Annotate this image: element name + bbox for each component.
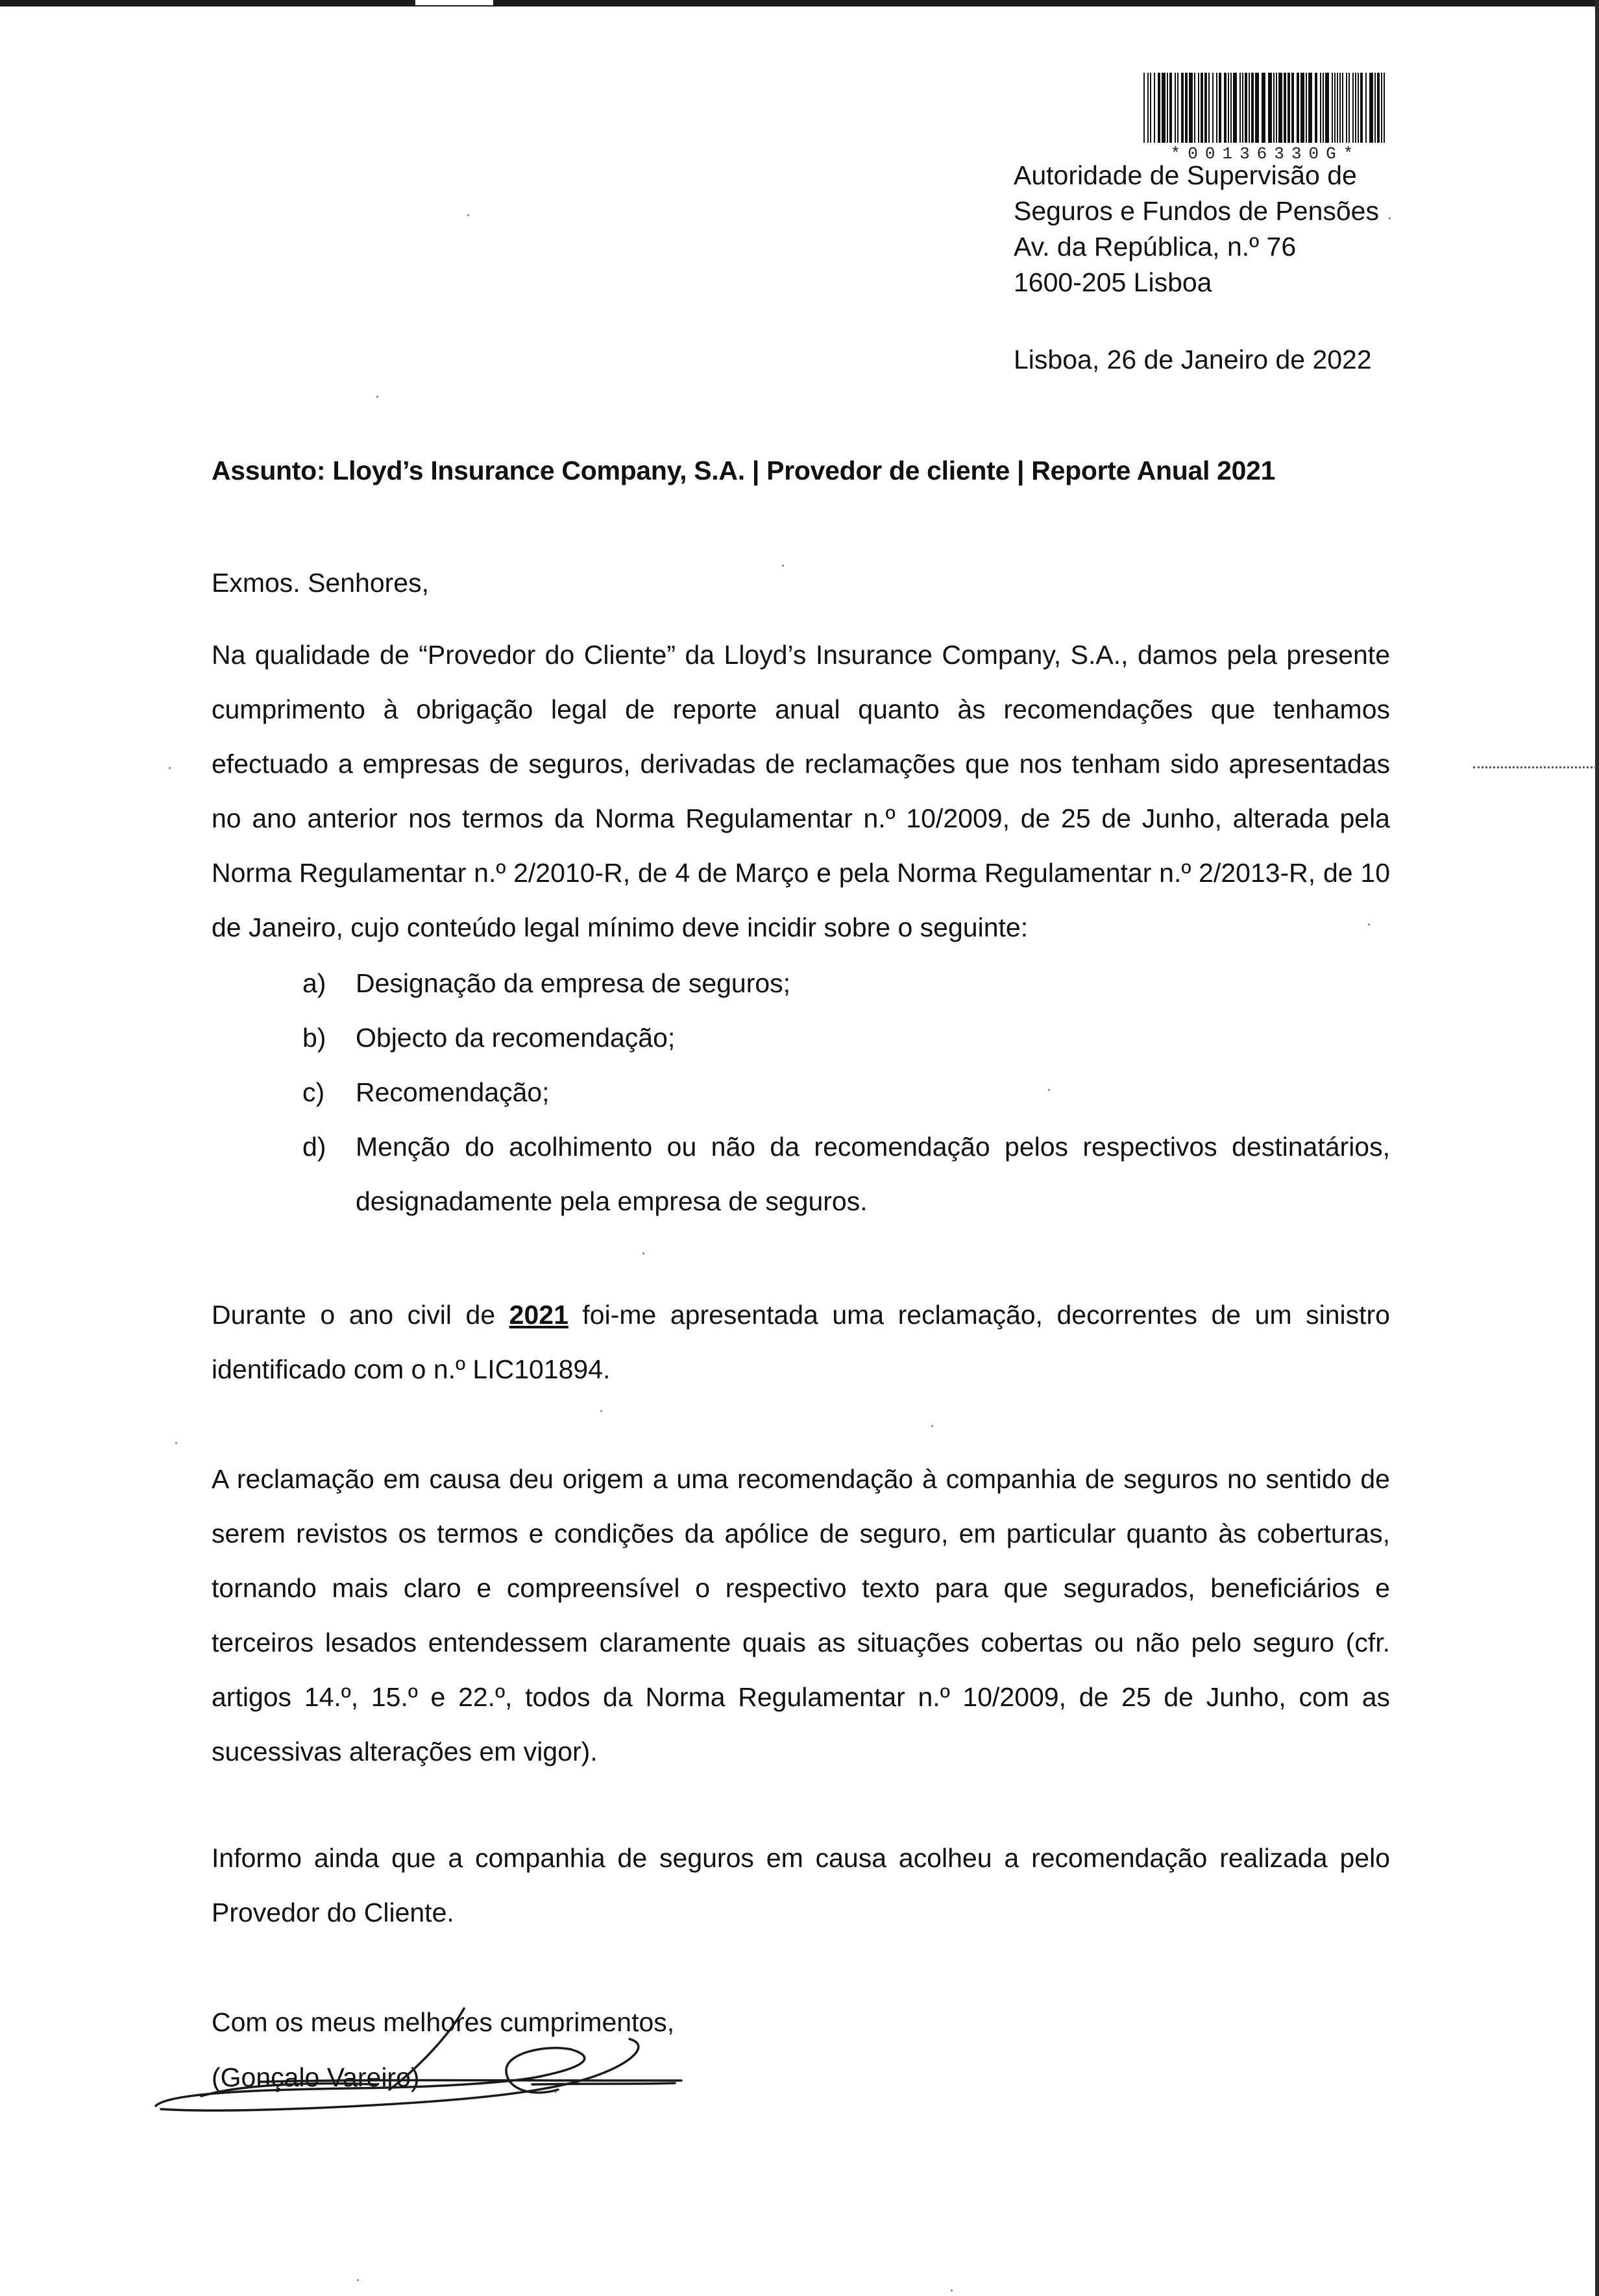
closing-line: Com os meus melhores cumprimentos, [212, 2007, 675, 2037]
scan-border-right [1595, 0, 1599, 2296]
scan-speck [782, 565, 784, 567]
scan-speck [376, 396, 378, 398]
scan-speck [169, 767, 171, 769]
list-item [302, 1065, 1390, 1119]
paragraph-recommendation: A reclamação em causa deu origem a uma recomendação à companhia de seguros no sentido de serem revistos os termos e condições da apólice de seguro, em particular quanto às coberturas, tornando mais claro e compreensível o respectivo texto para que segurados, beneficiários e terceiros lesados entendessem claramente quais as situações cobertas ou não pelo seguro (cfr. artigos 14.º, 15.º e 22.º, todos da Norma Regulamentar n.º 10/2009, de 25 de Junho, com as sucessivas alterações em vigor). [212, 1464, 1390, 1766]
scan-speck [555, 2091, 557, 2093]
scan-speck [600, 1410, 602, 1412]
handwritten-signature [143, 1999, 688, 2129]
scan-speck [1368, 923, 1370, 925]
scan-border-notch [415, 0, 493, 5]
recipient-line: Autoridade de Supervisão de [1014, 160, 1357, 190]
recipient-line: 1600-205 Lisboa [1014, 267, 1212, 297]
list-item [302, 1119, 1390, 1228]
paragraph-acceptance: Informo ainda que a companhia de seguros em causa acolheu a recomendação realizada pelo Provedor do Cliente. [212, 1843, 1390, 1927]
list-marker: a) [302, 968, 326, 998]
scan-speck [175, 1442, 177, 1444]
scan-speck [642, 1252, 644, 1254]
barcode-number: *00136330G* [1170, 144, 1361, 164]
signatory-name: (Gonçalo Vareiro) [212, 2062, 420, 2092]
scan-speck [1389, 217, 1391, 219]
list-marker: c) [302, 1077, 325, 1107]
scan-speck [951, 2290, 953, 2291]
recipient-address [1014, 158, 1377, 300]
list-item [302, 1010, 1390, 1065]
paragraph-text: Durante o ano civil de [212, 1300, 509, 1330]
recipient-line: Seguros e Fundos de Pensões [1014, 196, 1379, 226]
list-item-text: Recomendação; [356, 1077, 550, 1107]
paragraph-text: foi-me apresentada uma reclamação, decorrentes de um sinistro identificado com o n.º LIC101894. [212, 1300, 1390, 1384]
scan-speck [1048, 1089, 1050, 1091]
scan-speck [357, 2279, 359, 2281]
barcode-icon [1136, 70, 1392, 145]
letter-subject: Assunto: Lloyd’s Insurance Company, S.A. | Provedor de cliente | Reporte Anual 2021 [212, 456, 1276, 485]
requirements-list [302, 956, 1390, 1228]
scan-speck [467, 214, 469, 216]
paragraph-complaint [212, 1288, 1390, 1397]
margin-mark [1473, 766, 1596, 770]
greeting: Exmos. Senhores, [212, 568, 429, 598]
recipient-line: Av. da República, n.º 76 [1014, 232, 1297, 262]
paragraph-intro: Na qualidade de “Provedor do Cliente” da Lloyd’s Insurance Company, S.A., damos pela presente cumprimento à obrigação legal de reporte anual quanto às recomendações que tenhamos efectuado a empresas de seguros, derivadas de reclamações que nos tenham sido apresentadas no ano anterior nos termos da Norma Regulamentar n.º 10/2009, de 25 de Junho, alterada pela Norma Regulamentar n.º 2/2010-R, de 4 de Março e pela Norma Regulamentar n.º 2/2013-R, de 10 de Janeiro, cujo conteúdo legal mínimo deve incidir sobre o seguinte: [212, 640, 1390, 942]
list-item-text: Menção do acolhimento ou não da recomendação pelos respectivos destinatários, designadamente pela empresa de seguros. [356, 1132, 1390, 1216]
scan-border-top [0, 0, 1599, 6]
list-item-text: Designação da empresa de seguros; [356, 968, 791, 998]
list-marker: b) [302, 1023, 326, 1053]
scan-speck [931, 1425, 933, 1427]
highlighted-year: 2021 [509, 1300, 568, 1330]
list-item-text: Objecto da recomendação; [356, 1023, 676, 1053]
list-marker: d) [302, 1132, 326, 1162]
letter-date: Lisboa, 26 de Janeiro de 2022 [1014, 345, 1372, 374]
list-item [302, 956, 1390, 1010]
